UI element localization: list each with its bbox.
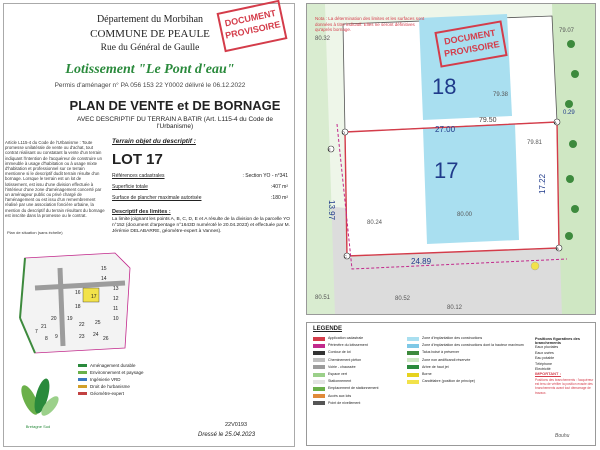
field-label: Références cadastrales — [112, 173, 165, 179]
legend-label: Cheminement piéton — [328, 357, 362, 362]
lot-label: 8 — [45, 336, 48, 342]
legend-swatch — [407, 380, 419, 384]
legend-label: Arbre de haut jet — [422, 364, 449, 369]
service-label: Aménagement durable — [90, 363, 136, 368]
legend-label: Emplacement de stationnement — [328, 386, 379, 391]
legend-item — [407, 357, 524, 364]
service-item — [78, 383, 158, 390]
service-label: Géomètre-expert — [90, 391, 125, 396]
borne-marker — [531, 262, 539, 270]
legend-item — [313, 385, 379, 392]
legend-item — [313, 378, 379, 385]
legend-swatch — [313, 380, 325, 384]
legend-swatch — [407, 358, 419, 362]
legend-item — [313, 335, 379, 342]
legend-swatch — [313, 365, 325, 369]
legend-item — [407, 364, 524, 371]
floor-area-field — [112, 195, 288, 201]
legend-swatch — [313, 394, 325, 398]
department-title: Département du Morbihan — [96, 14, 204, 25]
important-text: Positions des branchements : l'acquéreur est tenu de vérifier la position exacte des branchements avant tout démarrage de travaux. — [535, 378, 594, 395]
lot-label: 16 — [75, 290, 81, 296]
legend-label: Stationnement — [328, 379, 352, 384]
legend-label: Eaux pluviales — [535, 345, 559, 349]
legend-item — [313, 349, 379, 356]
legend-item — [313, 357, 379, 364]
road — [60, 268, 63, 346]
lot-label: 25 — [95, 320, 101, 326]
dimension-south: 24.89 — [411, 257, 432, 266]
field-label: Superficie totale — [112, 184, 148, 190]
legend-swatch — [407, 344, 419, 348]
dimension-west: 13.97 — [327, 200, 336, 221]
point-label: C — [344, 254, 347, 259]
legend-swatch — [313, 344, 325, 348]
field-value: : Section YO - n°341 — [242, 173, 288, 179]
objet-label: Terrain objet du descriptif : — [112, 138, 196, 145]
legend-label: Application cadastrale — [328, 336, 364, 340]
lot-label: 26 — [103, 336, 109, 342]
point-label: D — [342, 130, 345, 135]
lot-label: 24 — [93, 332, 99, 338]
lot-perimeter — [20, 253, 130, 353]
service-item — [78, 369, 158, 376]
legend-swatch — [313, 373, 325, 377]
area-field — [112, 184, 288, 190]
cadastral-field — [112, 173, 288, 179]
limits-text: La limite joignant les points A, B, C, D, E et A résulte de la division de la parcelle YO n°152 (document d'arpentage n°1643D numéroté le 20.04.2023) et effectuée par M. Jérémie DELABARRE, géomètre-expert à Vannes). — [112, 217, 291, 234]
altitude-label: 80.32 — [315, 36, 331, 42]
legend-title: LEGENDE — [313, 326, 343, 332]
legend-item — [313, 364, 379, 371]
legal-note: Article L115-4 du Code de l'Urbanisme : Toute promesse unilatérale de vente ou d'achat, tout contrat réalisant ou constatant la vente d'un terrain indiquant l'intention de l'acquéreur de construire un immeuble à usage d'habitation ou à usage mixte d'habitation et professionnel sur ce terrain mentionne si le descriptif dudit terrain résulte d'un bornage. Lorsque le terrain est un lot de lotissement, est issu d'une division effectuée à l'intérieur d'une zone d'aménagement concerté par un aménageur public ou privé chargé de l'aménagement ou est issu d'un remembrement réalisé par une association foncière urbaine, la mention du descriptif du terrain résultant du bornage est inscrite dans la promesse ou le contrat. — [5, 140, 105, 218]
altitude-label: 80.51 — [315, 295, 331, 301]
lot-number: LOT 17 — [112, 151, 163, 168]
legend-label: Périmètre du lotissement — [328, 343, 368, 348]
provisional-stamp: DOCUMENT PROVISOIRE — [217, 0, 288, 52]
lot-label: 21 — [41, 324, 47, 330]
plan-legend — [306, 322, 596, 446]
legend-label: Point de nivellement — [328, 400, 361, 405]
plan-title: PLAN DE VENTE et DE BORNAGE — [69, 98, 281, 113]
lot-18-label: 18 — [432, 74, 457, 99]
point-label: E — [328, 147, 331, 152]
legend-label: Zone d'implantation des constructions — [422, 336, 483, 340]
legend-label: Eaux usées — [535, 350, 554, 355]
site-plan-caption: Plan de situation (sans échelle) — [7, 230, 63, 235]
legend-column-2 — [407, 335, 524, 385]
legend-swatch — [313, 351, 325, 355]
legend-label: Téléphone — [535, 361, 552, 366]
company-services-legend — [78, 362, 158, 397]
altitude-label: 79.81 — [527, 140, 543, 146]
service-swatch — [78, 378, 87, 381]
boundary-plan — [306, 3, 596, 315]
altitude-label: 79.07 — [559, 28, 575, 34]
legend-swatch — [313, 358, 325, 362]
legend-swatch — [407, 373, 419, 377]
legend-label: Electricité — [535, 367, 551, 371]
lot-label: 10 — [113, 316, 119, 322]
lot-label: 7 — [35, 329, 38, 335]
altitude-label: 79.38 — [493, 92, 509, 98]
plan-subtitle: AVEC DESCRIPTIF DU TERRAIN A BATIR (Art. L115-4 du Code de l'Urbanisme) — [76, 116, 274, 130]
legend-label: Borne — [422, 372, 432, 377]
point-label: A — [554, 120, 557, 125]
service-item — [78, 390, 158, 397]
provisional-notice: Nota : La détermination des limites et les surfaces sont données à titre indicatif. Elles ne seront définitives qu'après bornage. — [315, 16, 425, 32]
legend-item — [407, 349, 524, 356]
lot-label: 14 — [101, 276, 107, 282]
dimension-north: 27.00 — [435, 125, 456, 134]
connections-list — [535, 345, 595, 373]
altitude-label: 80.12 — [447, 305, 463, 311]
legend-swatch — [407, 351, 419, 355]
lot-label: 20 — [51, 316, 57, 322]
lot-label: 12 — [113, 296, 119, 302]
lot-label: 23 — [79, 334, 85, 340]
service-label: Environnement et paysage — [90, 370, 144, 375]
legend-item — [313, 400, 379, 407]
legend-swatch — [313, 387, 325, 391]
altitude-label: 79.50 — [479, 117, 497, 124]
legend-item — [313, 342, 379, 349]
dimension-east: 17.22 — [538, 173, 547, 194]
field-value: :180 m² — [271, 195, 288, 201]
lot-label: 19 — [67, 316, 73, 322]
lotissement-title: Lotissement "Le Pont d'eau" — [65, 62, 235, 77]
street-name: Rue du Général de Gaulle — [100, 43, 200, 53]
legend-swatch — [407, 365, 419, 369]
altitude-label: 80.24 — [367, 220, 383, 226]
provisional-stamp: DOCUMENT PROVISOIRE — [434, 20, 507, 67]
lot-label: 11 — [113, 306, 119, 312]
legend-label: Contour de lot — [328, 350, 351, 355]
right-page — [302, 0, 600, 450]
legend-item — [313, 371, 379, 378]
service-label: Droit de l'urbanisme — [90, 384, 130, 389]
legend-label: Voirie - chaussée — [328, 364, 356, 369]
company-logo-icon — [8, 370, 68, 430]
legend-label: Accès aux lots — [328, 393, 352, 398]
legend-column-1 — [313, 335, 379, 407]
legend-item — [407, 342, 524, 349]
signature: Bouhu — [555, 433, 570, 439]
service-swatch — [78, 364, 87, 367]
logo-text: Bretagne Sud — [25, 424, 51, 429]
field-label: Surface de plancher maximale autorisée — [112, 195, 202, 201]
lot-label: 18 — [75, 304, 81, 310]
important-title: IMPORTANT : — [535, 371, 561, 376]
legend-swatch — [313, 337, 325, 341]
document-title-block — [60, 98, 290, 138]
service-label: Ingénierie VRD — [90, 377, 121, 382]
altitude-label: 80.00 — [457, 212, 473, 218]
site-plan-map — [5, 228, 145, 358]
legend-label: Zone non aedificandi réservée — [422, 357, 471, 362]
connections-title: Positions figuratives des branchements — [535, 337, 580, 345]
legend-label: Espace vert — [328, 372, 347, 377]
legend-item — [313, 393, 379, 400]
small-dimension: 0.29 — [563, 110, 575, 116]
legend-label: Eau potable — [535, 356, 555, 360]
point-label: B — [556, 246, 559, 251]
lot-description-panel — [112, 138, 294, 235]
legend-label: Candélabre (position de principe) — [422, 379, 475, 384]
drawn-date: Dressé le 25.04.2023 — [198, 432, 256, 438]
legend-item — [407, 335, 524, 342]
altitude-label: 80.52 — [395, 296, 411, 302]
lot-17-label: 17 — [434, 158, 459, 183]
lot-label: 22 — [79, 322, 85, 328]
commune-title: COMMUNE DE PEAULE — [90, 28, 210, 40]
service-item — [78, 376, 158, 383]
legend-label: Talus boisé à préserver — [422, 350, 460, 355]
limits-heading: Descriptif des limites : — [112, 209, 171, 215]
lot-17-building-zone — [423, 124, 519, 244]
legend-item — [407, 371, 524, 378]
service-swatch — [78, 371, 87, 374]
lot-label: 15 — [101, 266, 107, 272]
legend-swatch — [407, 337, 419, 341]
field-value: :407 m² — [271, 184, 288, 190]
lot-label: 9 — [55, 334, 58, 340]
permit-reference: Permis d'aménager n° PA 056 153 22 Y0002 délivré le 06.12.2022 — [54, 82, 246, 89]
reference-number: 22V0193 — [225, 422, 248, 428]
service-swatch — [78, 385, 87, 388]
service-item — [78, 362, 158, 369]
lot-label: 13 — [113, 286, 119, 292]
legend-swatch — [313, 401, 325, 405]
lot-label: 17 — [91, 294, 97, 300]
service-swatch — [78, 392, 87, 395]
legend-label: Zone d'implantation des constructions dont la hauteur maximum — [422, 343, 524, 348]
legend-item — [407, 378, 524, 385]
